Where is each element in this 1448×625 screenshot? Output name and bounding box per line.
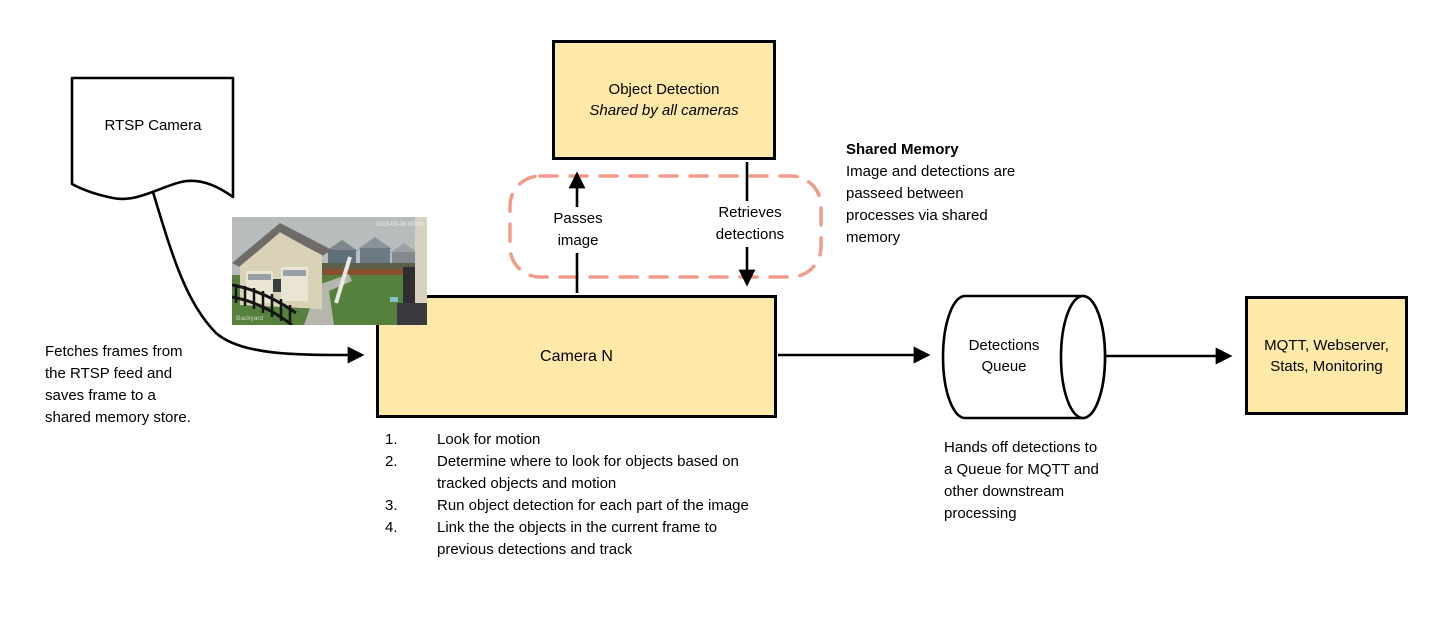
camera-steps-list: [385, 429, 765, 561]
step-text: Run object detection for each part of the image: [437, 497, 749, 514]
passes-image-label: Passes image: [541, 207, 615, 253]
retrieves-detections-label: Retrieves detections: [705, 201, 795, 247]
object-detection-subtitle: Shared by all cameras: [589, 102, 739, 119]
step-number: 4.: [385, 519, 398, 536]
camera-snapshot-photo: [232, 217, 427, 325]
detections-queue-label: Detections Queue: [968, 337, 1040, 375]
camera-n-box: [376, 295, 777, 418]
photo-timestamp: 2019-03-06 00:00: [375, 222, 423, 228]
step-number: 3.: [385, 497, 398, 514]
shared-memory-note: [846, 139, 1031, 249]
outputs-box: [1245, 296, 1408, 415]
object-detection-box: [552, 40, 776, 160]
step-text: Determine where to look for objects based on tracked objects and motion: [437, 453, 739, 492]
step-text: Look for motion: [437, 431, 541, 448]
object-detection-title: Object Detection: [608, 81, 720, 98]
rtsp-camera-label: RTSP Camera: [104, 116, 202, 134]
fetch-frames-note: Fetches frames from the RTSP feed and saves frame to a shared memory store.: [45, 343, 191, 426]
step-item: [385, 429, 765, 451]
step-text: Link the the objects in the current frame to previous detections and track: [437, 519, 718, 558]
hands-off-note: Hands off detections to a Queue for MQTT and other downstream processing: [944, 439, 1099, 522]
step-item: [385, 451, 765, 495]
photo-camera-label: Backyard: [236, 315, 264, 322]
camera-n-label: Camera N: [540, 348, 613, 365]
step-number: 1.: [385, 431, 398, 448]
step-item: [385, 495, 765, 517]
outputs-label: MQTT, Webserver, Stats, Monitoring: [1264, 336, 1389, 375]
step-number: 2.: [385, 453, 398, 470]
detections-queue-rim: [1061, 296, 1105, 418]
shared-memory-body: Image and detections are passeed between processes via shared memory: [846, 163, 1016, 246]
step-item: [385, 517, 765, 561]
shared-memory-title: Shared Memory: [846, 141, 959, 158]
